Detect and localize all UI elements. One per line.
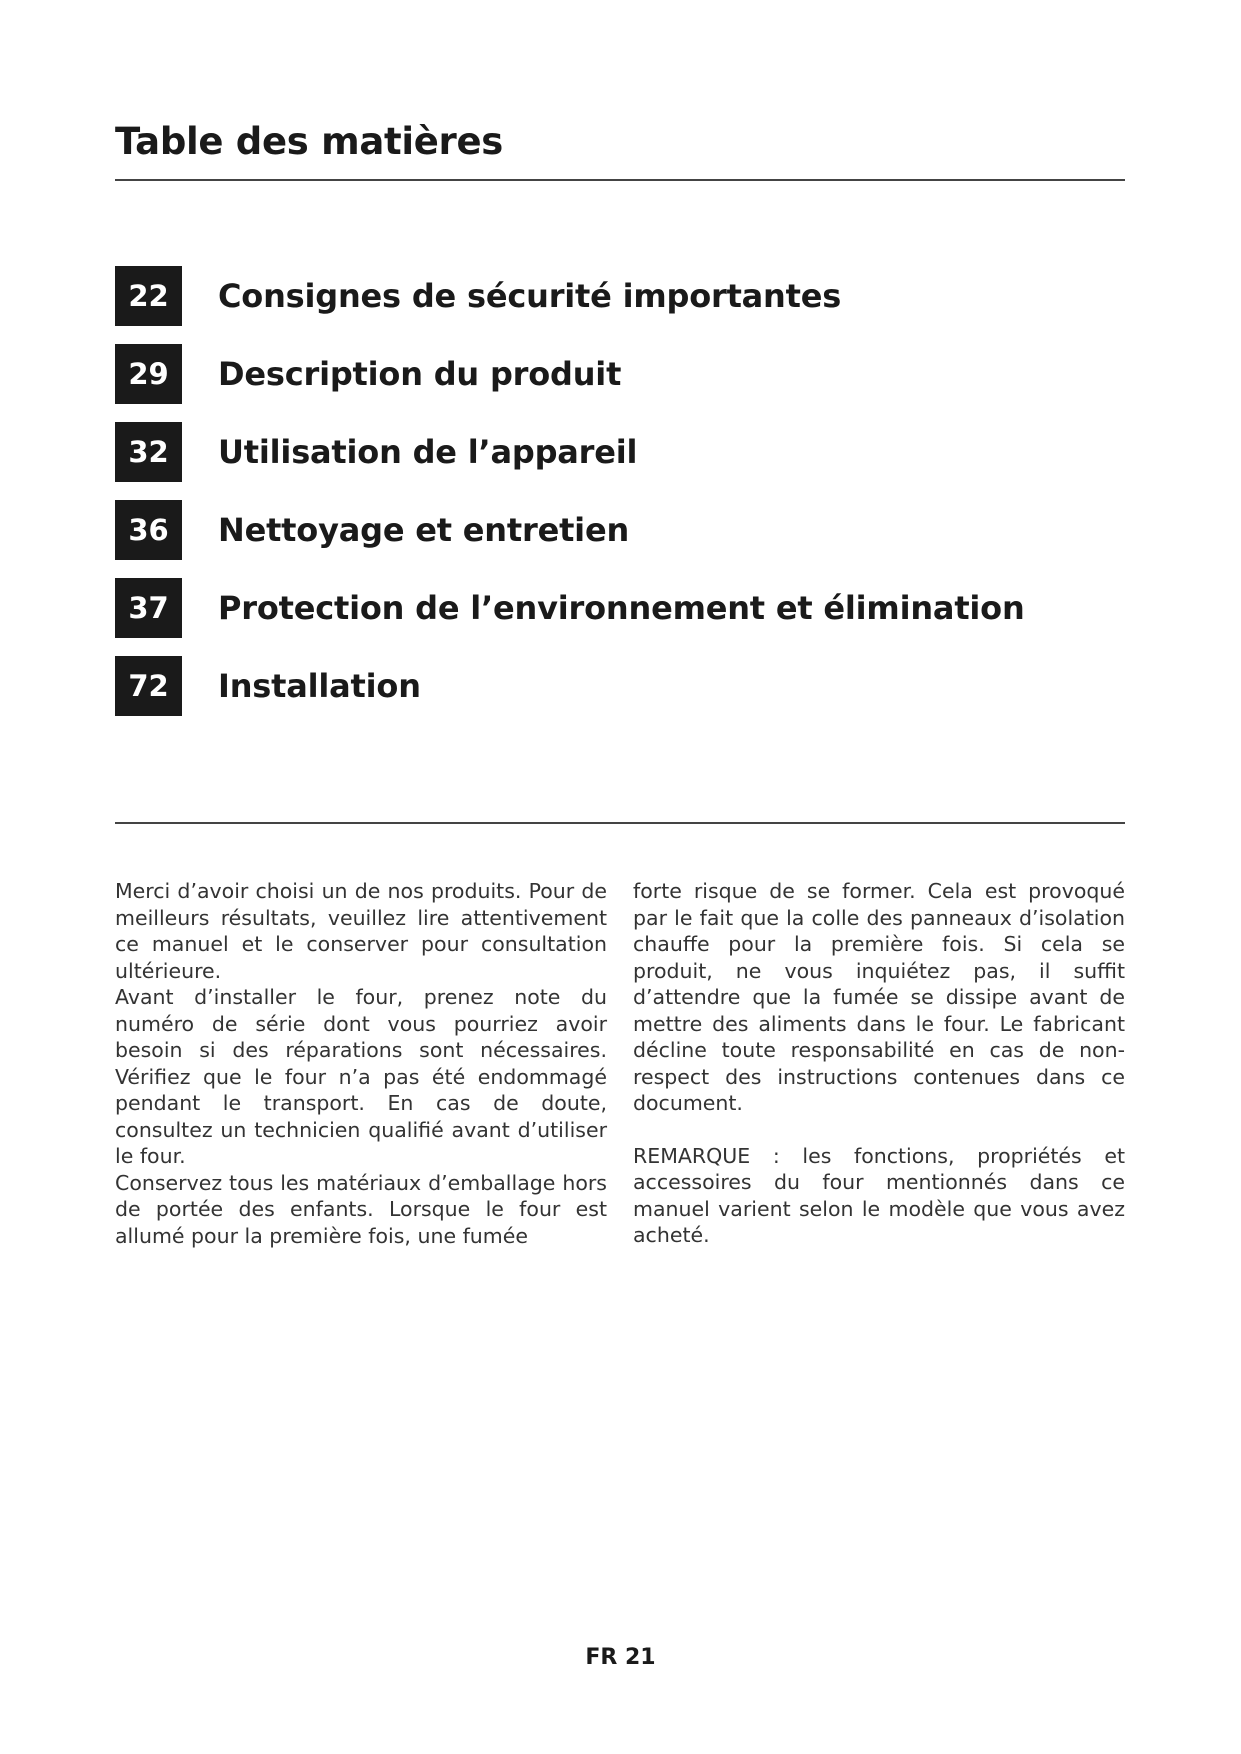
toc-page-number: 72 xyxy=(115,656,182,716)
toc-item[interactable] xyxy=(115,344,1125,404)
intro-column-right xyxy=(633,878,1125,1249)
page-title: Table des matières xyxy=(115,120,504,163)
intro-paragraph: forte risque de se former. Cela est provoqué par le fait que la colle des panneaux d’isolation chauffe pour la première fois. Si cela se produit, ne vous inquiétez pas, il suffit d’attendre que la fumée se dissipe avant de mettre des aliments dans le four. Le fabricant décline toute responsabilité en cas de non-respect des instructions contenues dans ce document. xyxy=(633,879,1125,1115)
intro-paragraph: Merci d’avoir choisi un de nos produits. Pour de meilleurs résultats, veuillez lire attentivement ce manuel et le conserver pour consultation ultérieure. xyxy=(115,879,607,983)
toc-page-number: 29 xyxy=(115,344,182,404)
section-divider xyxy=(115,822,1125,824)
toc-item[interactable] xyxy=(115,422,1125,482)
toc-label: Protection de l’environnement et élimination xyxy=(218,589,1025,627)
toc-page-number: 32 xyxy=(115,422,182,482)
toc-item[interactable] xyxy=(115,266,1125,326)
toc-label: Nettoyage et entretien xyxy=(218,511,630,549)
toc-page-number: 37 xyxy=(115,578,182,638)
intro-column-left xyxy=(115,878,607,1249)
toc-label: Utilisation de l’appareil xyxy=(218,433,638,471)
toc-label: Description du produit xyxy=(218,355,622,393)
intro-text xyxy=(115,878,1125,1249)
table-of-contents xyxy=(115,266,1125,734)
page-number: FR 21 xyxy=(585,1645,656,1670)
toc-item[interactable] xyxy=(115,578,1125,638)
intro-paragraph: Conservez tous les matériaux d’emballage hors de portée des enfants. Lorsque le four est allumé pour la première fois, une fumée xyxy=(115,1170,607,1248)
toc-item[interactable] xyxy=(115,500,1125,560)
toc-item[interactable] xyxy=(115,656,1125,716)
title-divider xyxy=(115,179,1125,181)
toc-label: Consignes de sécurité importantes xyxy=(218,277,842,315)
note-paragraph: REMARQUE : les fonctions, propriétés et accessoires du four mentionnés dans ce manuel varient selon le modèle que vous avez acheté. xyxy=(633,1143,1125,1247)
intro-paragraph: Avant d’installer le four, prenez note du numéro de série dont vous pourriez avoir besoin si des réparations sont nécessaires. Vérifiez que le four n’a pas été endommagé pendant le transport. En cas de doute, consultez un technicien qualifié avant d’utiliser le four. xyxy=(115,985,607,1168)
toc-page-number: 36 xyxy=(115,500,182,560)
toc-label: Installation xyxy=(218,667,421,705)
toc-page-number: 22 xyxy=(115,266,182,326)
